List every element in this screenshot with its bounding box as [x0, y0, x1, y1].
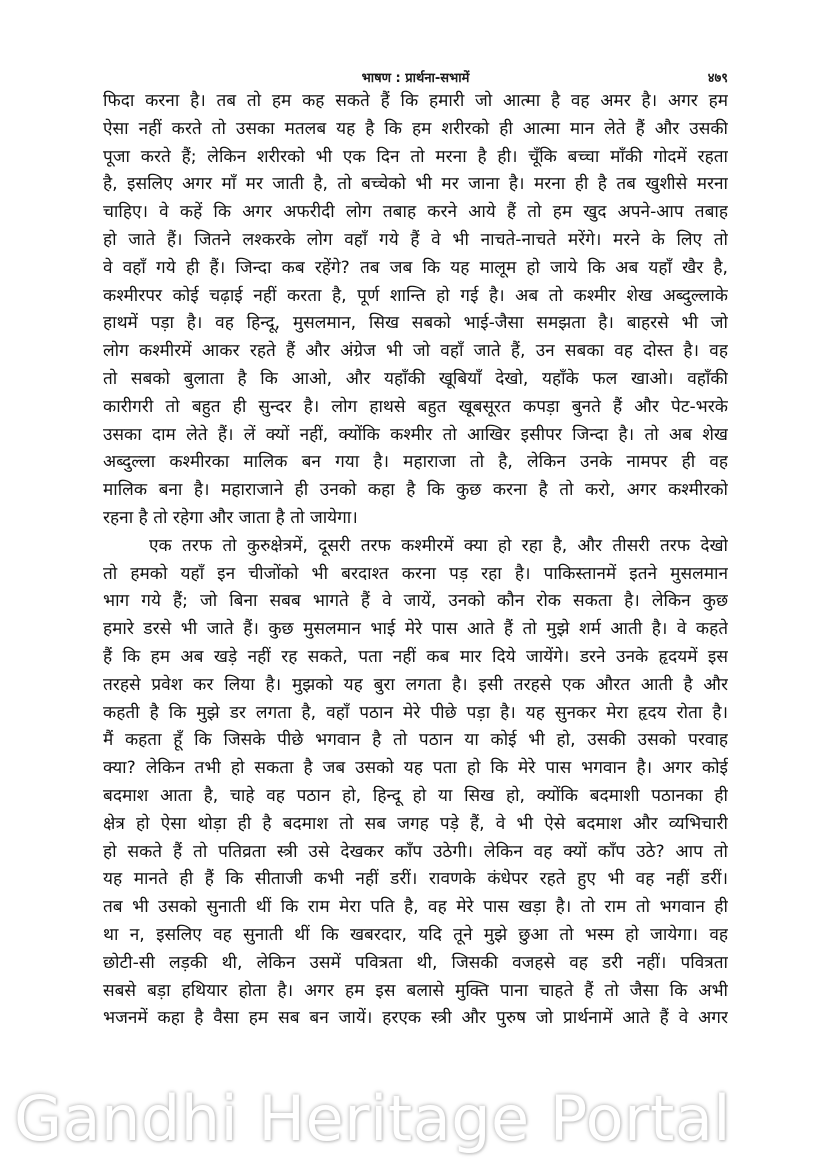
text-line: कारीगरी तो बहुत ही सुन्दर है। लोग हाथसे बहुत खूबसूरत कपड़ा बुनते हैं और पेट-भरके: [103, 396, 728, 417]
text-line: हमारे डरसे भी जाते हैं। कुछ मुसलमान भाई मेरे पास आते हैं तो मुझे शर्म आती है। वे कहते: [103, 619, 728, 640]
text-line: हैं कि हम अब खड़े नहीं रह सकते, पता नहीं कब मार दिये जायेंगे। डरने उनके हृदयमें इस: [103, 646, 728, 667]
text-line: बदमाश आता है, चाहे वह पठान हो, हिन्दू हो या सिख हो, क्योंकि बदमाशी पठानका ही: [103, 785, 728, 806]
text-line: क्या? लेकिन तभी हो सकता है जब उसको यह पता हो कि मेरे पास भगवान है। अगर कोई: [103, 758, 728, 779]
text-line: तो सबको बुलाता है कि आओ, और यहाँकी खूबियाँ देखो, यहाँके फल खाओ। वहाँकी: [103, 368, 728, 389]
paragraph-end-line: रहना है तो रहेगा और जाता है तो जायेगा।: [103, 507, 358, 528]
paragraph-start-line: एक तरफ तो कुरुक्षेत्रमें, दूसरी तरफ कश्मीरमें क्या हो रहा है, और तीसरी तरफ देखो: [149, 535, 728, 556]
text-line: तो हमको यहाँ इन चीजोंको भी बरदाश्त करना पड़ रहा है। पाकिस्तानमें इतने मुसलमान: [103, 563, 728, 584]
text-line: क्षेत्र हो ऐसा थोड़ा ही है बदमाश तो सब जगह पड़े हैं, वे भी ऐसे बदमाश और व्यभिचारी: [103, 813, 728, 834]
text-line: मालिक बना है। महाराजाने ही उनको कहा है कि कुछ करना है तो करो, अगर कश्मीरको: [103, 480, 728, 501]
text-line: तब भी उसको सुनाती थीं कि राम मेरा पति है, वह मेरे पास खड़ा है। तो राम तो भगवान ही: [103, 897, 728, 918]
watermark: Gandhi Heritage Portal: [14, 1082, 732, 1155]
page-header: [103, 66, 728, 90]
text-line: पूजा करते हैं; लेकिन शरीरको भी एक दिन तो मरना है ही। चूँकि बच्चा माँकी गोदमें रहता: [103, 146, 728, 167]
text-line: हाथमें पड़ा है। वह हिन्दू, मुसलमान, सिख सबको भाई-जैसा समझता है। बाहरसे भी जो: [103, 313, 728, 334]
text-line: है, इसलिए अगर माँ मर जाती है, तो बच्चेको भी मर जाना है। मरना ही है तब खुशीसे मरना: [103, 174, 728, 195]
text-line: अब्दुल्ला कश्मीरका मालिक बन गया है। महाराजा तो है, लेकिन उनके नामपर ही वह: [103, 452, 728, 473]
text-line: लोग कश्मीरमें आकर रहते हैं और अंग्रेज भी जो वहाँ जाते हैं, उन सबका वह दोस्त है। वह: [103, 341, 728, 362]
body-text: [103, 88, 728, 1033]
text-line: सबसे बड़ा हथियार होता है। अगर हम इस बलासे मुक्ति पाना चाहते हैं तो जैसा कि अभी: [103, 980, 728, 1001]
text-line: चाहिए। वे कहें कि अगर अफरीदी लोग तबाह करने आये हैं तो हम खुद अपने-आप तबाह: [103, 202, 728, 223]
text-line: कहती है कि मुझे डर लगता है, वहाँ पठान मेरे पीछे पड़ा है। यह सुनकर मेरा हृदय रोता है।: [103, 702, 728, 723]
text-line: कश्मीरपर कोई चढ़ाई नहीं करता है, पूर्ण शान्ति हो गई है। अब तो कश्मीर शेख अब्दुल्लाके: [103, 285, 728, 306]
text-line: यह मानते ही हैं कि सीताजी कभी नहीं डरीं। रावणके कंधेपर रहते हुए भी वह नहीं डरीं।: [103, 869, 728, 890]
text-line: छोटी-सी लड़की थी, लेकिन उसमें पवित्रता थी, जिसकी वजहसे वह डरी नहीं। पवित्रता: [103, 952, 728, 973]
text-line: मैं कहता हूँ कि जिसके पीछे भगवान है तो पठान या कोई भी हो, उसकी उसको परवाह: [103, 730, 728, 751]
text-line: भजनमें कहा है वैसा हम सब बन जायें। हरएक स्त्री और पुरुष जो प्रार्थनामें आते हैं वे अगर: [103, 1008, 728, 1029]
text-line: फिदा करना है। तब तो हम कह सकते हैं कि हमारी जो आत्मा है वह अमर है। अगर हम: [103, 91, 728, 111]
text-line: उसका दाम लेते हैं। लें क्यों नहीं, क्योंकि कश्मीर तो आखिर इसीपर जिन्दा है। तो अब शेख: [103, 424, 728, 445]
text-line: भाग गये हैं; जो बिना सबब भागते हैं वे जायें, उनको कौन रोक सकता है। लेकिन कुछ: [103, 591, 728, 612]
text-line: तरहसे प्रवेश कर लिया है। मुझको यह बुरा लगता है। इसी तरहसे एक औरत आती है और: [103, 674, 728, 695]
text-line: हो सकते हैं तो पतिव्रता स्त्री उसे देखकर काँप उठेगी। लेकिन वह क्यों काँप उठे? आप तो: [103, 841, 728, 862]
text-line: ऐसा नहीं करते तो उसका मतलब यह है कि हम शरीरको ही आत्मा मान लेते हैं और उसकी: [103, 118, 728, 139]
running-title: भाषण : प्रार्थना-सभामें: [361, 71, 470, 86]
text-line: था न, इसलिए वह सुनाती थीं कि खबरदार, यदि तूने मुझे छुआ तो भस्म हो जायेगा। वह: [103, 924, 728, 945]
text-line: हो जाते हैं। जितने लश्करके लोग वहाँ गये हैं वे भी नाचते-नाचते मरेंगे। मरने के लिए तो: [103, 229, 728, 250]
page-number: ४७९: [707, 71, 728, 86]
text-line: वे वहाँ गये ही हैं। जिन्दा कब रहेंगे? तब जब कि यह मालूम हो जाये कि अब यहाँ खैर है,: [103, 257, 728, 278]
